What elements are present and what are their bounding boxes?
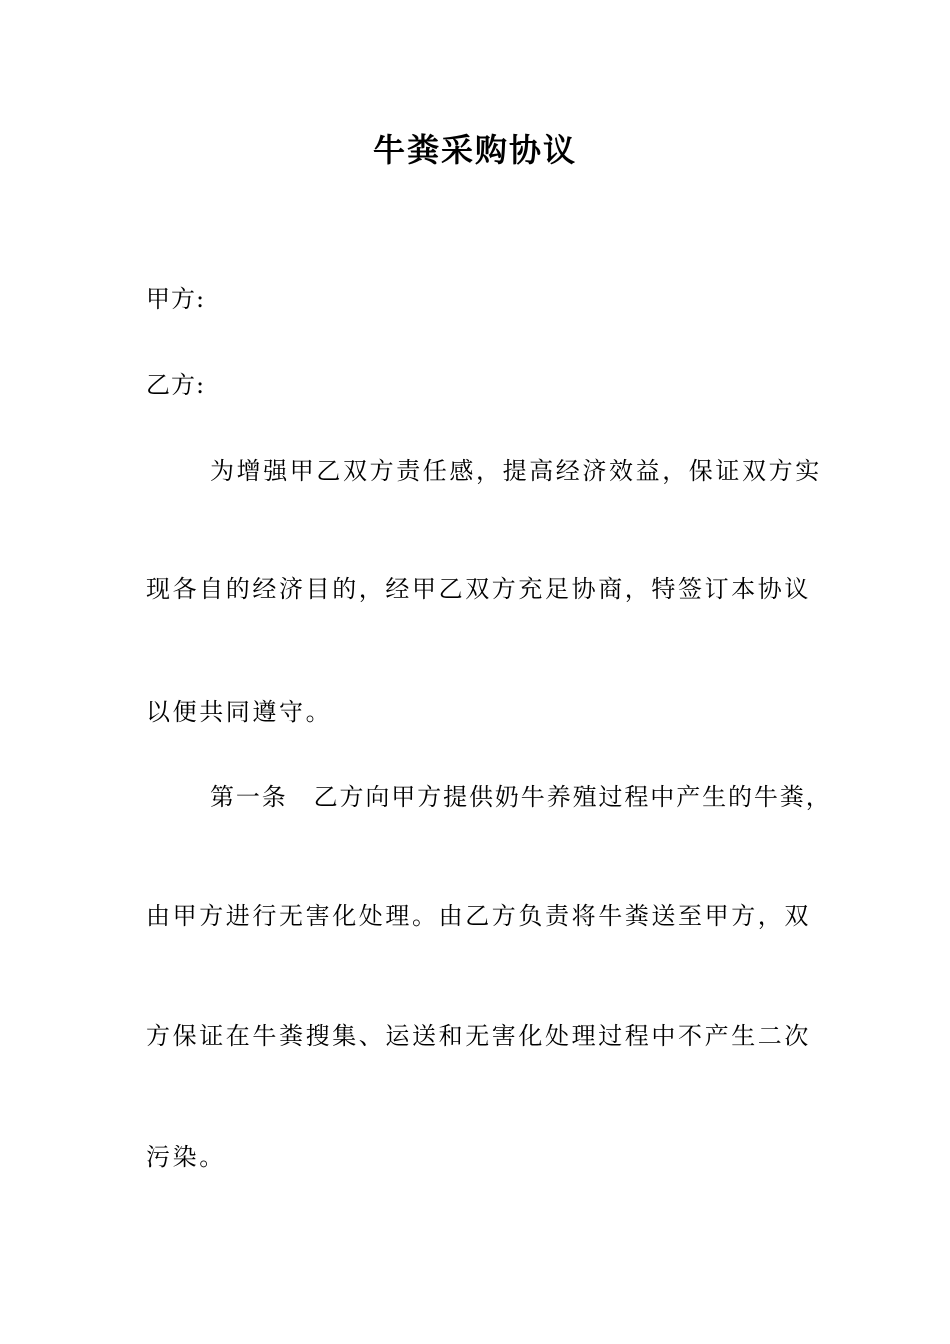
- article-line: 污染。: [146, 1143, 226, 1171]
- paragraph-line: 以便共同遵守。: [146, 698, 333, 726]
- article-line: 第一条 乙方向甲方提供奶牛养殖过程中产生的牛粪，: [210, 783, 832, 811]
- article-line: 由甲方进行无害化处理。由乙方负责将牛粪送至甲方，双: [146, 902, 811, 930]
- paragraph-line: 现各自的经济目的，经甲乙双方充足协商，特签订本协议: [146, 575, 811, 603]
- paragraph-line: 为增强甲乙双方责任感，提高经济效益，保证双方实: [210, 457, 822, 485]
- party-b-label: 乙方:: [146, 371, 206, 399]
- document-title: 牛粪采购协议: [372, 131, 577, 169]
- party-a-label: 甲方:: [146, 285, 206, 313]
- article-line: 方保证在牛粪搜集、运送和无害化处理过程中不产生二次: [146, 1022, 811, 1050]
